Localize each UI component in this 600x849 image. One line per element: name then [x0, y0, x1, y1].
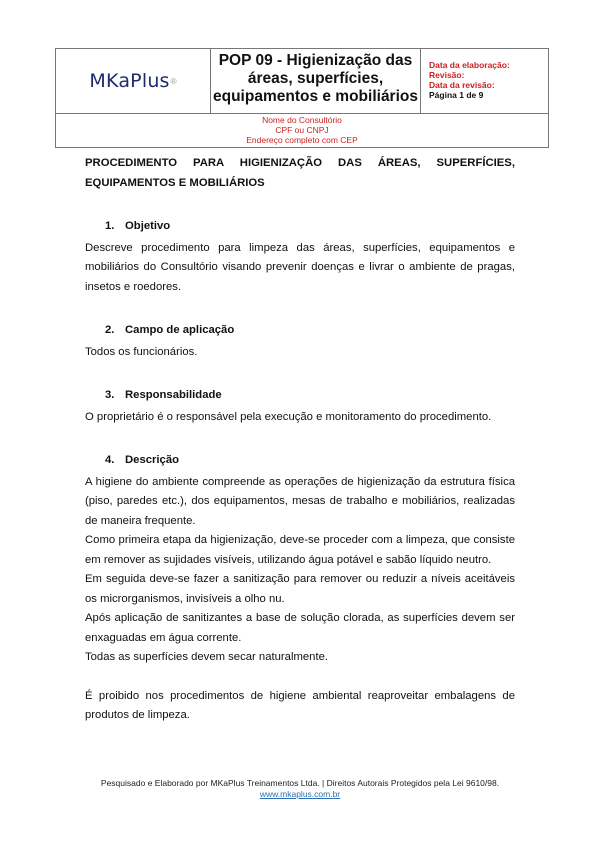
paragraph: Após aplicação de sanitizantes a base de solução clorada, as superfícies devem ser enxaguadas em água corrente. — [85, 612, 515, 644]
header-top-row — [56, 49, 548, 114]
section-title — [85, 451, 515, 471]
page-counter: Página 1 de 9 — [429, 90, 484, 100]
section-title-text: Descrição — [125, 454, 180, 466]
section-text: O proprietário é o responsável pela execução e monitoramento do procedimento. — [85, 410, 492, 423]
document-meta — [421, 49, 548, 113]
section-number: 4. — [105, 454, 115, 466]
closing-note: É proibido nos procedimentos de higiene ambiental reaproveitar embalagens de produtos de limpeza. — [85, 689, 515, 721]
section-descricao — [85, 451, 515, 668]
revision-label: Revisão: — [429, 70, 465, 80]
logo-text: MKaPlus — [89, 70, 170, 92]
section-text: Descreve procedimento para limpeza das áreas, superfícies, equipamentos e mobiliários do Consultório visando prevenir doenças e livrar o ambiente de pragas, insetos e roedores. — [85, 241, 515, 293]
section-number: 3. — [105, 389, 115, 401]
clinic-name: Nome do Consultório — [262, 115, 342, 125]
section-campo-aplicacao — [85, 321, 515, 362]
document-body — [85, 154, 515, 726]
section-title-text: Campo de aplicação — [125, 324, 235, 336]
title-line: POP 09 - Higienização das — [218, 52, 413, 69]
title-line: áreas, superfícies, — [247, 70, 384, 87]
footer-website-link[interactable]: www.mkaplus.com.br — [259, 789, 341, 799]
paragraph: Como primeira etapa da higienização, deve-se proceder com a limpeza, que consiste em remover as sujidades visíveis, utilizando água potável e sabão líquido neutro. — [85, 534, 515, 566]
registered-mark: ® — [170, 76, 177, 86]
section-number: 2. — [105, 324, 115, 336]
title-line: equipamentos e mobiliários — [213, 88, 418, 105]
page-footer — [0, 778, 600, 800]
document-heading: PROCEDIMENTO PARA HIGIENIZAÇÃO DAS ÁREAS, SUPERFÍCIES, EQUIPAMENTOS E MOBILIÁRIOS — [85, 157, 515, 189]
section-title-text: Responsabilidade — [125, 389, 222, 401]
paragraph: Todas as superfícies devem secar naturalmente. — [85, 651, 329, 663]
paragraph: A higiene do ambiente compreende as operações de higienização da estrutura física (piso, paredes etc.), dos equipamentos, mesas de trabalho e mobiliários, realizadas de maneira frequente. — [85, 475, 515, 527]
section-title — [85, 386, 515, 406]
paragraph: Em seguida deve-se fazer a sanitização para remover ou reduzir a níveis aceitáveis os microrganismos, invisíveis a olho nu. — [85, 573, 515, 605]
section-title-text: Objetivo — [125, 220, 171, 232]
revision-date-label: Data da revisão: — [429, 80, 495, 90]
logo — [56, 49, 211, 113]
section-objetivo — [85, 217, 515, 297]
elaboration-date-label: Data da elaboração: — [429, 60, 510, 70]
clinic-id: CPF ou CNPJ — [275, 125, 329, 135]
section-text: Todos os funcionários. — [85, 345, 198, 358]
section-title — [85, 217, 515, 237]
document-title — [211, 49, 421, 113]
section-title — [85, 321, 515, 341]
section-responsabilidade — [85, 386, 515, 427]
section-number: 1. — [105, 220, 115, 232]
document-header — [55, 48, 549, 148]
footer-copyright: Pesquisado e Elaborado por MKaPlus Treinamentos Ltda. | Direitos Autorais Protegidos pela Lei 9610/98. — [100, 778, 500, 788]
clinic-info — [56, 114, 548, 147]
clinic-address: Endereço completo com CEP — [246, 135, 358, 145]
